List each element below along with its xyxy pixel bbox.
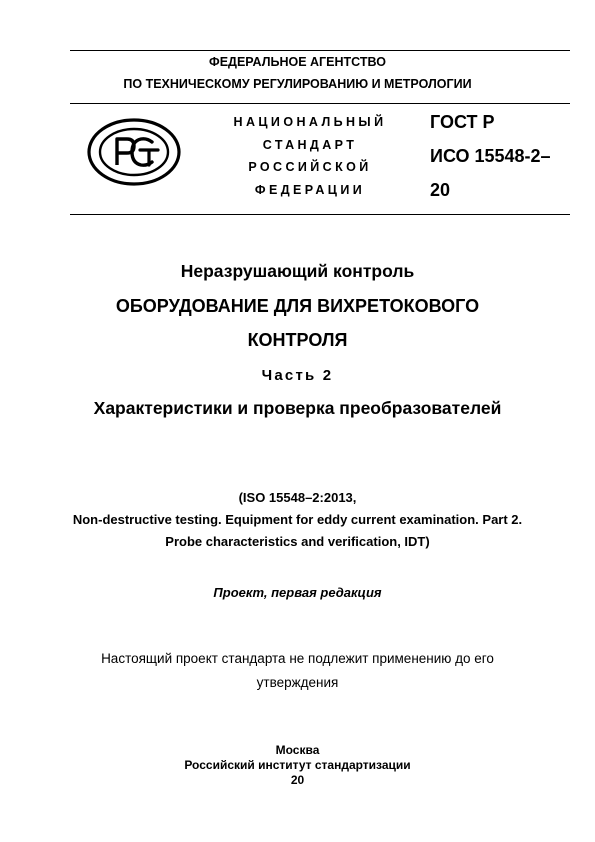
title-line-3: КОНТРОЛЯ	[247, 330, 348, 350]
footer-institute: Российский институт стандартизации	[184, 758, 411, 772]
standard-type-line-1: НАЦИОНАЛЬНЫЙ	[233, 115, 387, 129]
agency-line-1: ФЕДЕРАЛЬНОЕ АГЕНТСТВО	[209, 55, 386, 69]
designation-line-3: 20	[430, 180, 451, 200]
logo	[86, 117, 182, 187]
title-line-4: Характеристики и проверка преобразователей	[93, 398, 502, 418]
footer-city: Москва	[275, 743, 320, 757]
standard-designation	[430, 108, 551, 204]
standard-type-line-2: СТАНДАРТ	[262, 137, 358, 152]
notice	[0, 647, 595, 695]
iso-reference-line-2: Non-destructive testing. Equipment for eddy current examination. Part 2.	[72, 512, 523, 527]
designation-line-1: ГОСТ Р	[430, 112, 495, 132]
footer-year: 20	[290, 773, 305, 787]
iso-reference-line-3: Probe characteristics and verification, IDT)	[165, 534, 430, 549]
title-line-1: Неразрушающий контроль	[180, 261, 415, 281]
header-rule	[70, 214, 570, 215]
draft-label: Проект, первая редакция	[213, 585, 382, 600]
designation-line-2: ИСО 15548-2–	[430, 146, 551, 166]
iso-reference	[0, 487, 595, 553]
standard-type-line-4: ФЕДЕРАЦИИ	[254, 182, 366, 197]
standard-type-line-3: РОССИЙСКОЙ	[248, 160, 372, 174]
notice-line-1: Настоящий проект стандарта не подлежит применению до его	[101, 651, 494, 666]
agency-line-2: ПО ТЕХНИЧЕСКОМУ РЕГУЛИРОВАНИЮ И МЕТРОЛОГИИ	[123, 77, 472, 91]
rst-mark-icon	[86, 117, 182, 187]
footer	[0, 743, 595, 788]
agency-rule	[70, 103, 570, 104]
agency-header	[0, 51, 595, 95]
title-line-2: ОБОРУДОВАНИЕ ДЛЯ ВИХРЕТОКОВОГО	[115, 296, 480, 316]
iso-reference-line-1: (ISO 15548–2:2013,	[238, 490, 357, 505]
title-part: Часть 2	[261, 367, 334, 384]
notice-line-2: утверждения	[256, 675, 339, 690]
standard-type	[228, 111, 392, 201]
